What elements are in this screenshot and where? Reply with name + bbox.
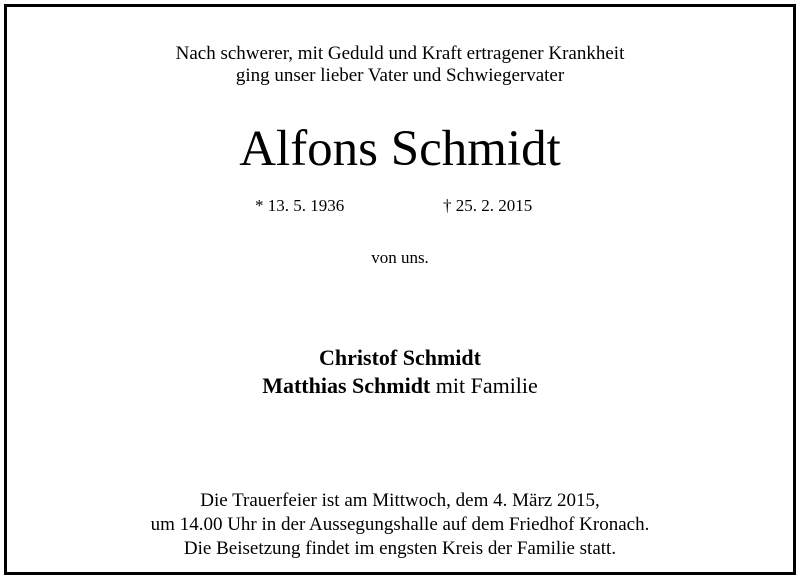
mourner-christof: Christof Schmidt xyxy=(319,345,481,370)
intro-line-2: ging unser lieber Vater und Schwiegervater xyxy=(235,65,565,86)
death-date: † 25. 2. 2015 xyxy=(443,196,533,215)
obituary-frame xyxy=(4,4,796,575)
intro-line-1: Nach schwerer, mit Geduld und Kraft ertragener Krankheit xyxy=(175,43,625,64)
notice-line-2: um 14.00 Uhr in der Aussegungshalle auf dem Friedhof Kronach. xyxy=(150,514,650,535)
mourner-matthias-line xyxy=(7,373,793,399)
closing-text: von uns. xyxy=(371,248,429,267)
notice-line-1: Die Trauerfeier ist am Mittwoch, dem 4. März 2015, xyxy=(200,490,600,511)
deceased-name: Alfons Schmidt xyxy=(239,121,561,177)
mourner-family-suffix: mit Familie xyxy=(430,373,538,398)
mourner-matthias-name: Matthias Schmidt xyxy=(262,373,431,398)
notice-line-3: Die Beisetzung findet im engsten Kreis der Familie statt. xyxy=(183,538,617,559)
birth-date: * 13. 5. 1936 xyxy=(255,196,345,215)
